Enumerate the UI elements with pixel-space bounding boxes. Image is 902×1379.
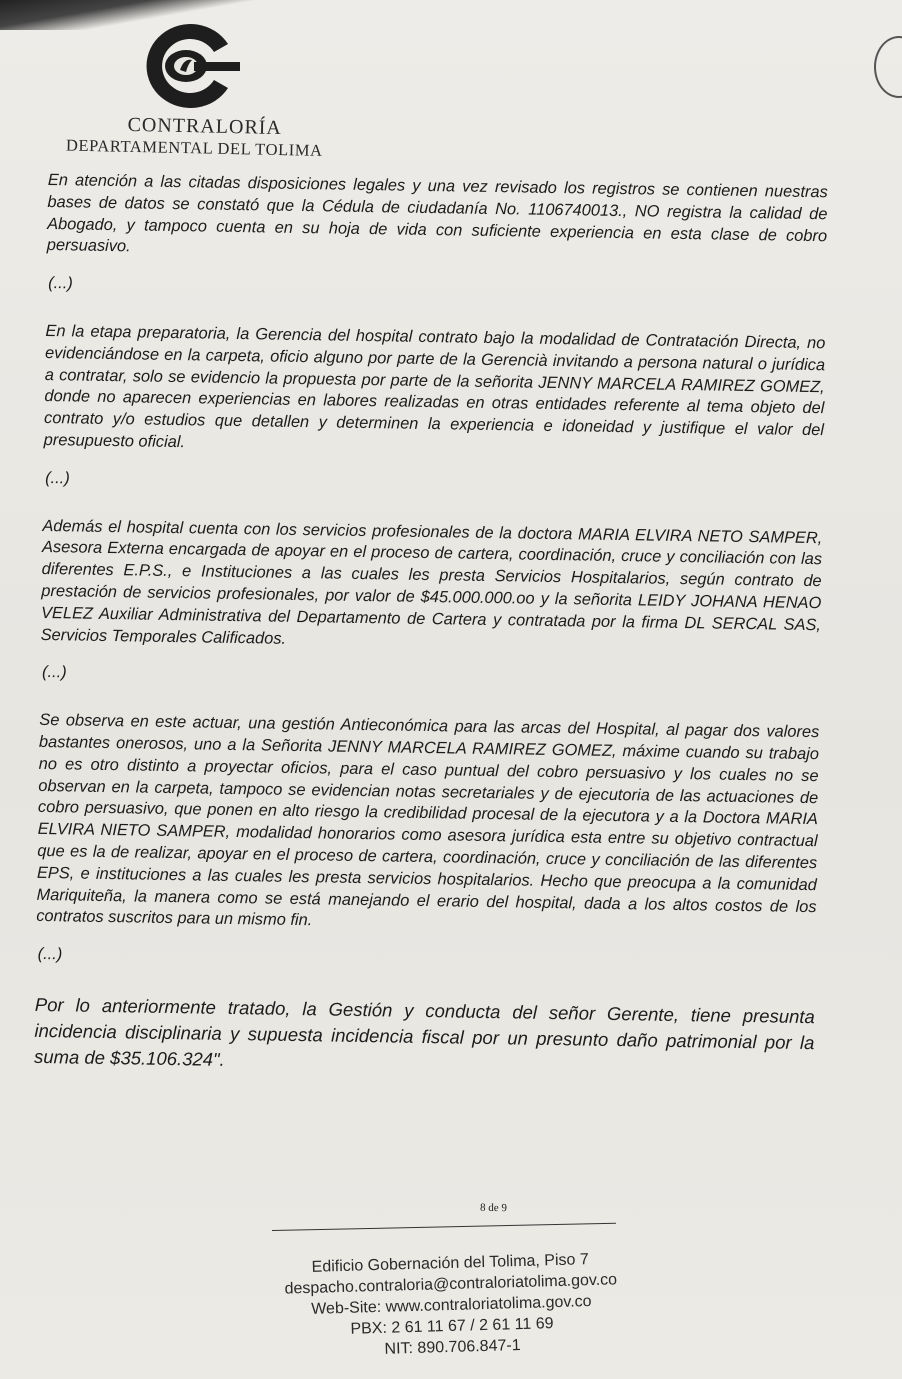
organization-name — [39, 112, 350, 161]
footer-contact — [270, 1248, 633, 1363]
ellipsis-1: (...) — [48, 274, 73, 293]
ellipsis-3: (...) — [41, 663, 67, 682]
paragraph-5: Por lo anteriormente tratado, la Gestión y conducta del señor Gerente, tiene presunta incidencia disciplinaria y supuesta incidencia fiscal por un presunto daño patrimonial por la suma de $35.106.324". — [33, 993, 815, 1070]
footer-email: despacho.contraloria@contraloriatolima.gov.co — [284, 1271, 618, 1298]
footer-phone: PBX: 2 61 11 67 / 2 61 11 69 — [350, 1315, 554, 1338]
contraloria-logo-icon — [130, 18, 242, 110]
paragraph-2: En la etapa preparatoria, la Gerencia del hospital contrato bajo la modalidad de Contratación Directa, no evidenciándose en la carpeta, oficio alguno por parte de la Gerencià invitando a persona natural o jurídica a contratar, solo se evidencio la propuesta por parte de la señorita JENNY MARCELA RAMIREZ GOMEZ, donde no aparecen experiencias en labores realizadas en otras entidades referente al tema objeto del contrato y/o estudios que detallen y determinen la experiencia e idoneidad y justifique el valor del presupuesto oficial. — [43, 321, 826, 452]
paragraph-4: Se observa en este actuar, una gestión Antieconómica para las arcas del Hospital, al pagar dos valores bastantes onerosos, uno a la Señorita JENNY MARCELA RAMIREZ GOMEZ, máxime cuando su trabajo no es otro distinto a proyectar oficios, para el caso puntual del cobro persuasivo y los cuales no se observan en la carpeta, tampoco se evidencian notas secretariales y de ejecutoria de las actuaciones de cobro persuasivo, que ponen en alto riesgo la credibilidad procesal de la ejecutora y a la Doctora MARIA ELVIRA NIETO SAMPER, modalidad honorarios como asesora jurídica esta entre su objetivo contractual que es la de realizar, apoyar en el proceso de cartera, coordinación, cruce y conciliación de las diferentes EPS, e instituciones a las cuales les presta servicios hospitalarios. Hecho que preocupa a la comunidad Mariquiteña, la manera como se está manejando el erario del hospital, dada a los altos costos de los contratos suscritos para un mismo fin. — [36, 711, 820, 930]
ellipsis-4: (...) — [37, 945, 63, 964]
footer-address: Edificio Gobernación del Tolima, Piso 7 — [311, 1251, 590, 1276]
footer-nit: NIT: 890.706.847-1 — [384, 1337, 521, 1358]
page-number: 8 de 9 — [479, 1201, 507, 1215]
paragraph-1: En atención a las citadas disposiciones legales y una vez revisado los registros se contienen nuestras bases de datos se constató que la Cédula de ciudadanía No. 1106740013., NO registra la calidad de Abogado, y tampoco cuenta en su hoja de vida con suficiente experiencia en esta clase de cobro persuasivo. — [46, 170, 828, 256]
edge-stamp-mark — [874, 36, 902, 98]
document-body — [34, 170, 828, 1082]
ellipsis-2: (...) — [45, 468, 70, 488]
org-line-2: DEPARTAMENTAL DEL TOLIMA — [65, 135, 323, 160]
paragraph-3: Además el hospital cuenta con los servicios profesionales de la doctora MARIA ELVIRA NETO SAMPER, Asesora Externa encargada de apoyar en el proceso de cartera, coordinación, cruce y conciliación con las diferentes E.P.S., e Instituciones a las cuales les presta Servicios Hospitalarios, según contrato de prestación de servicios profesionales, por valor de $45.000.000.oo y la señorita LEIDY JOHANA HENAO VELEZ Auxiliar Administrativa del Departamento de Cartera y contratada por la firma DL SERCAL SAS, Servicios Temporales Calificados. — [40, 516, 823, 648]
footer-divider — [272, 1223, 616, 1231]
org-line-1: CONTRALORÍA — [127, 113, 283, 140]
footer-website: Web-Site: www.contraloriatolima.gov.co — [311, 1293, 592, 1318]
